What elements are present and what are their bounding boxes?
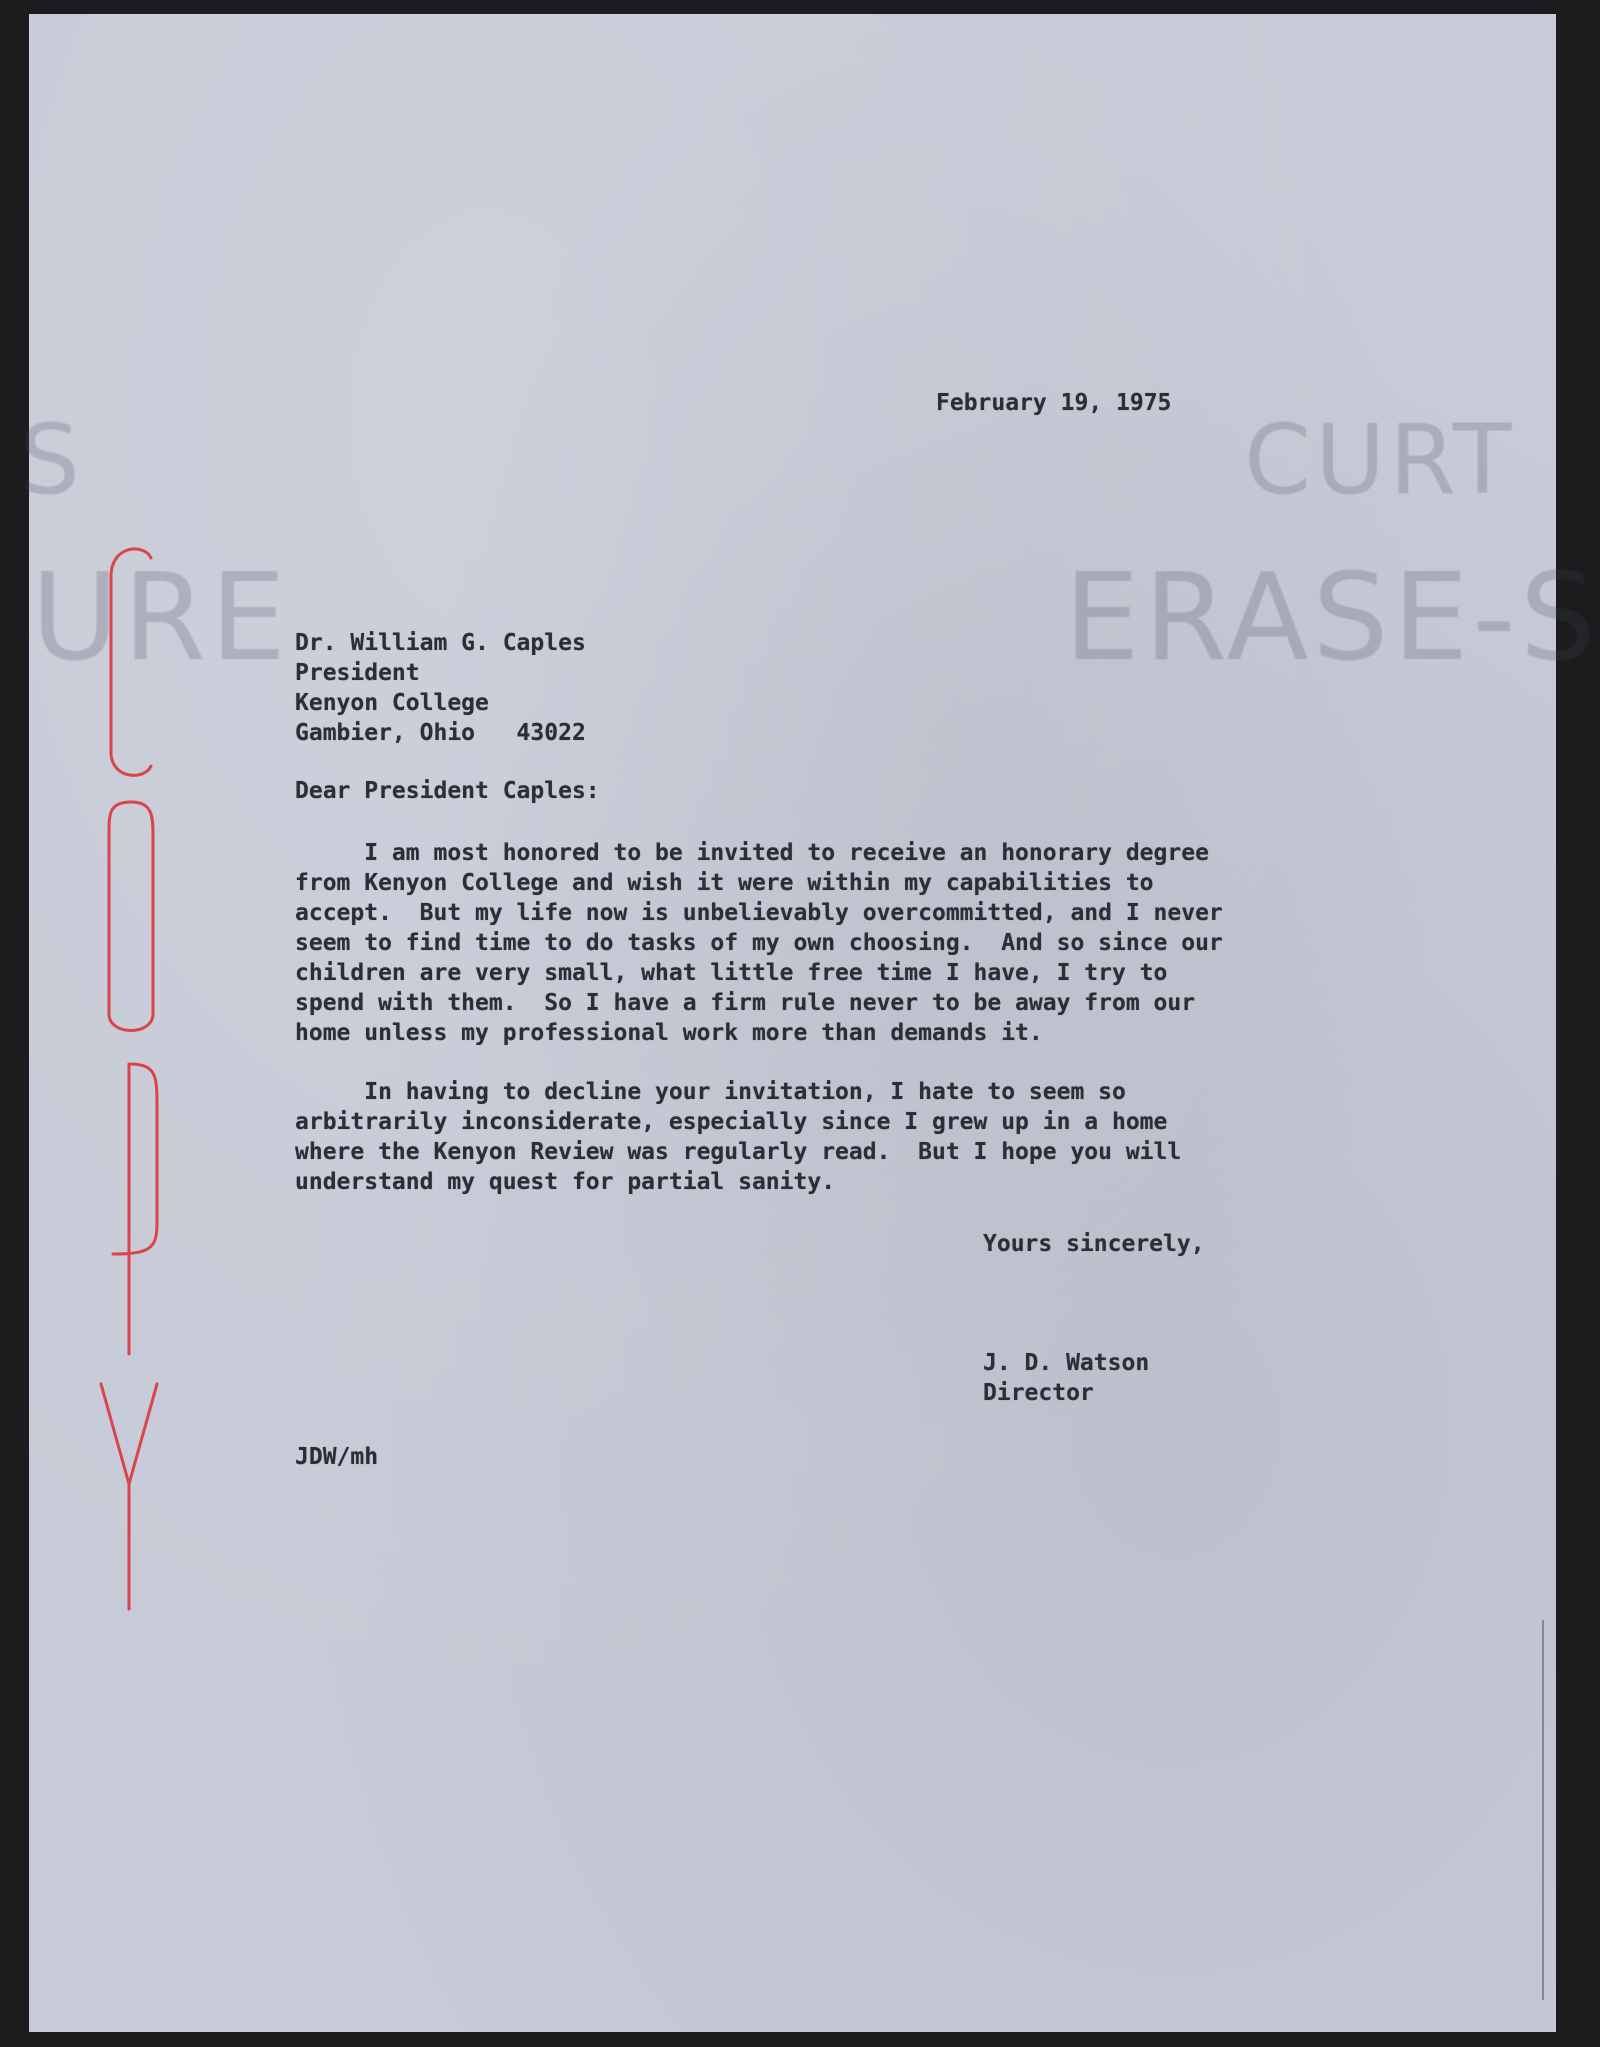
signature-title: Director [983,1380,1094,1406]
copy-stamp-letter-o [109,802,153,1031]
ghost-watermark-erase: ERASE-S [1064,549,1600,688]
body-paragraph-1 [295,838,1223,1048]
signature-name: J. D. Watson [983,1350,1150,1376]
recipient-name: Dr. William G. Caples [295,630,586,656]
reference-initials: JDW/mh [295,1444,379,1470]
paragraph-line: I am most honored to be invited to receive an honorary degree [295,840,1209,866]
salutation: Dear President Caples: [295,778,600,804]
paragraph-line: arbitrarily inconsiderate, especially since I grew up in a home [295,1109,1168,1135]
copy-stamp-letter-c [111,549,151,775]
paragraph-line: from Kenyon College and wish it were within my capabilities to [295,870,1154,896]
signature-block [983,1348,1149,1408]
recipient-address [295,628,586,748]
copy-stamp-letter-y [101,1384,157,1609]
ghost-watermark-s: S [19,404,84,516]
page-edge-mark [1542,1620,1544,2000]
body-paragraph-2 [295,1077,1181,1197]
paragraph-line: where the Kenyon Review was regularly read. But I hope you will [295,1139,1182,1165]
closing: Yours sincerely, [983,1231,1205,1257]
paragraph-line: spend with them. So I have a firm rule never to be away from our [295,990,1196,1016]
paragraph-line: children are very small, what little free time I have, I try to [295,960,1168,986]
letter-page [19,14,1600,2032]
copy-stamp-letter-p [113,1064,157,1354]
paragraph-line: understand my quest for partial sanity. [295,1169,836,1195]
recipient-institution: Kenyon College [295,690,489,716]
copy-stamp [99,544,169,1614]
paragraph-line: seem to find time to do tasks of my own choosing. And so since our [295,930,1223,956]
recipient-city: Gambier, Ohio 43022 [295,720,586,746]
ghost-watermark-curt: CURT [1244,404,1516,516]
paragraph-line: accept. But my life now is unbelievably overcommitted, and I never [295,900,1223,926]
paragraph-line: In having to decline your invitation, I hate to seem so [295,1079,1126,1105]
letter-date: February 19, 1975 [936,390,1172,416]
ghost-watermark-ure: URE [31,549,291,688]
recipient-title: President [295,660,420,686]
paragraph-line: home unless my professional work more than demands it. [295,1020,1043,1046]
